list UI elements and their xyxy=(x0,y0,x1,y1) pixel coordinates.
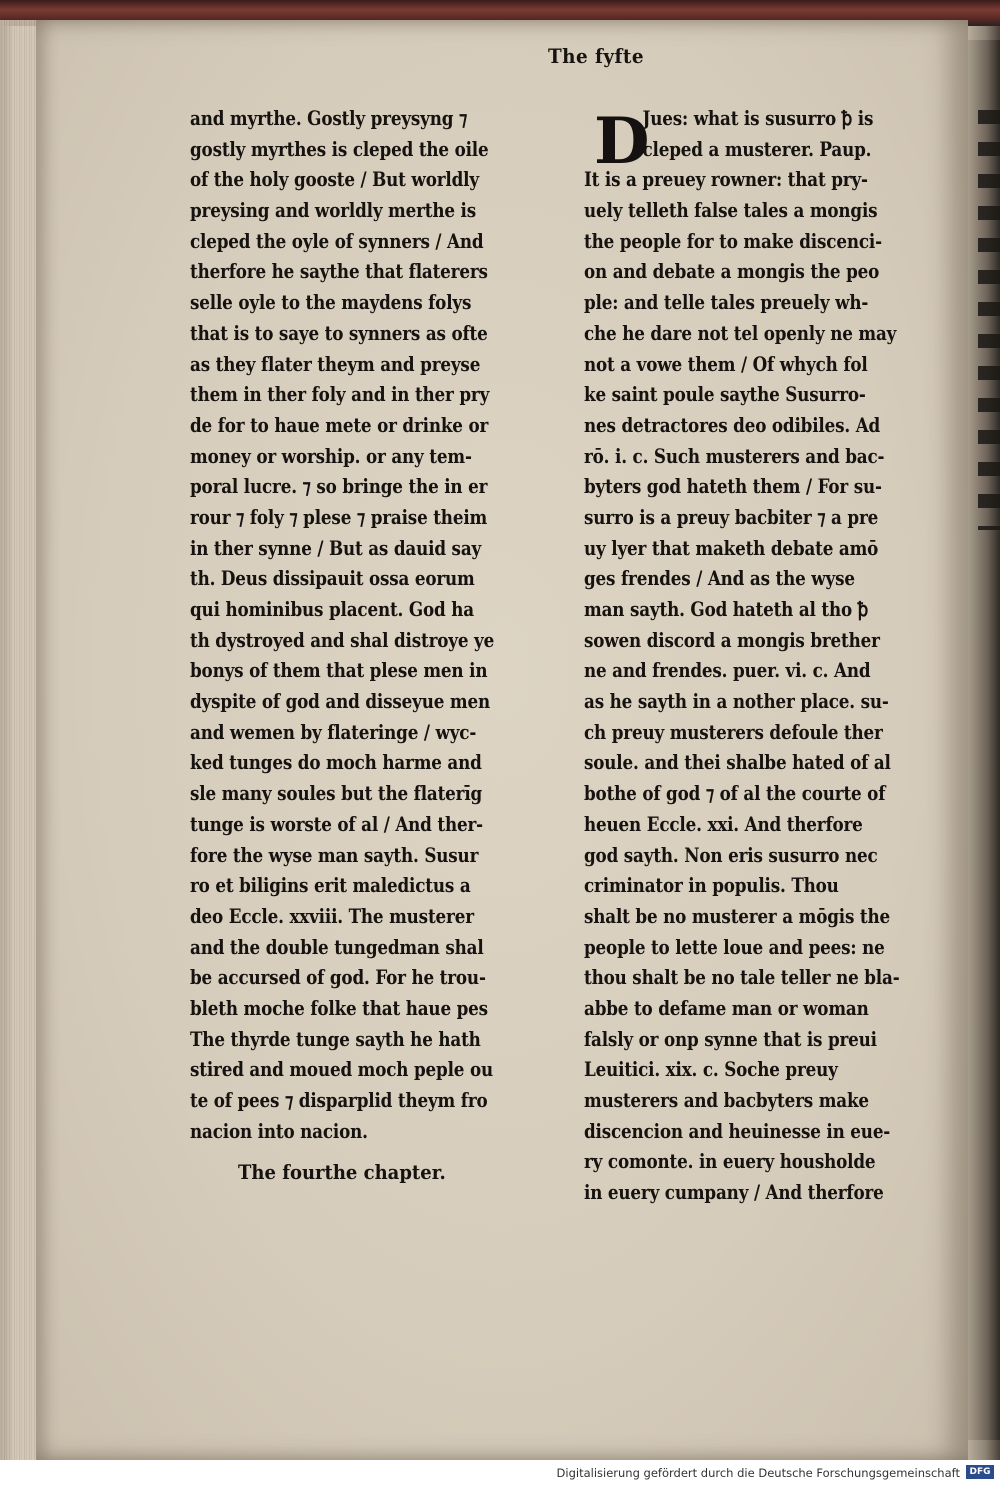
text-line: criminator in populis. Thou xyxy=(584,874,839,898)
text-line: god sayth. Non eris susurro nec xyxy=(584,843,878,867)
text-line: and the double tungedman shal xyxy=(190,935,484,959)
text-line: sowen discord a mongis brether xyxy=(584,628,880,652)
text-line: th. Deus dissipauit ossa eorum xyxy=(190,567,475,591)
text-line: cleped a musterer. Paup. xyxy=(642,137,872,161)
text-line: byters god hateth them / For su- xyxy=(584,475,882,499)
text-line: Leuitici. xix. c. Soche preuy xyxy=(584,1058,838,1082)
dfg-logo-icon: DFG xyxy=(966,1465,994,1479)
text-line: falsly or onp synne that is preui xyxy=(584,1027,877,1051)
text-line: poral lucre. ⁊ so bringe the in er xyxy=(190,475,488,499)
text-line: in ther synne / But as dauid say xyxy=(190,536,482,560)
text-line: man sayth. God hateth al tho ꝥ xyxy=(584,598,869,621)
text-line: people to lette loue and pees: ne xyxy=(584,935,885,959)
running-head: The fyfte xyxy=(548,44,645,68)
drop-cap-initial: D xyxy=(594,104,650,179)
text-line: rō. i. c. Such musterers and bac- xyxy=(584,444,885,468)
text-line: stired and moued moch peple ou xyxy=(190,1058,494,1082)
text-line: that is to saye to synners as ofte xyxy=(190,321,488,345)
text-line: and myrthe. Gostly preysyng ⁊ xyxy=(190,107,468,130)
text-line: them in ther foly and in ther pry xyxy=(190,383,490,407)
text-line: bleth moche folke that haue pes xyxy=(190,996,488,1020)
text-line: It is a preuey rowner: that pry- xyxy=(584,168,868,192)
text-line: tunge is worste of al / And ther- xyxy=(190,812,483,836)
text-line: preysing and worldly merthe is xyxy=(190,199,477,223)
text-line: bothe of god ⁊ of al the courte of xyxy=(584,782,886,806)
text-line: soule. and thei shalbe hated of al xyxy=(584,751,891,775)
text-line: fore the wyse man sayth. Susur xyxy=(190,843,479,867)
text-line: de for to haue mete or drinke or xyxy=(190,413,489,437)
text-line: surro is a preuy bacbiter ⁊ a pre xyxy=(584,505,879,529)
text-line: as he sayth in a nother place. su- xyxy=(584,690,889,714)
text-line: nacion into nacion. xyxy=(190,1119,368,1143)
text-line: ked tunges do moch harme and xyxy=(190,751,482,775)
text-line: ges frendes / And as the wyse xyxy=(584,567,855,591)
text-line: ple: and telle tales preuely wh- xyxy=(584,291,869,315)
text-line: uely telleth false tales a mongis xyxy=(584,199,878,223)
text-line: deo Eccle. xxviii. The musterer xyxy=(190,904,474,928)
text-line: te of pees ⁊ disparplid theym fro xyxy=(190,1089,488,1112)
text-line: ne and frendes. puer. vi. c. And xyxy=(584,659,871,683)
text-line: ch preuy musterers defoule ther xyxy=(584,720,883,744)
text-line: sle many soules but the flaterīg xyxy=(190,782,483,806)
text-line: ro et biligins erit maledictus a xyxy=(190,874,471,898)
text-line: The thyrde tunge sayth he hath xyxy=(190,1027,481,1051)
text-line: selle oyle to the maydens folys xyxy=(190,291,472,315)
text-line: dyspite of god and disseyue men xyxy=(190,690,490,714)
text-line: and wemen by flateringe / wyc- xyxy=(190,720,477,744)
text-line: che he dare not tel openly ne may xyxy=(584,321,897,345)
text-line: be accursed of god. For he trou- xyxy=(190,966,486,990)
text-line: therfore he saythe that flaterers xyxy=(190,260,488,284)
neighbor-page-text xyxy=(978,110,1000,530)
right-text-column xyxy=(584,104,944,1209)
text-line: discencion and heuinesse in eue- xyxy=(584,1119,891,1143)
text-line: ke saint poule saythe Susurro- xyxy=(584,383,866,407)
text-line: abbe to defame man or woman xyxy=(584,996,869,1020)
text-line: in euery cumpany / And therfore xyxy=(584,1181,884,1205)
text-line: heuen Eccle. xxi. And therfore xyxy=(584,812,863,836)
chapter-heading: The fourthe chapter. xyxy=(238,1160,446,1184)
text-line: not a vowe them / Of whych fol xyxy=(584,352,868,376)
text-line: cleped the oyle of synners / And xyxy=(190,229,484,253)
text-line: the people for to make discenci- xyxy=(584,229,882,253)
text-line: as they flater theym and preyse xyxy=(190,352,481,376)
text-line: th dystroyed and shal distroye ye xyxy=(190,628,495,652)
text-line: uy lyer that maketh debate amō xyxy=(584,536,879,560)
text-line: of the holy gooste / But worldly xyxy=(190,168,479,192)
left-text-column xyxy=(190,104,550,1147)
text-line: bonys of them that plese men in xyxy=(190,659,488,683)
text-line: money or worship. or any tem- xyxy=(190,444,472,468)
text-line: gostly myrthes is cleped the oile xyxy=(190,137,489,161)
text-line: shalt be no musterer a mōgis the xyxy=(584,904,890,928)
text-line: musterers and bacbyters make xyxy=(584,1089,869,1112)
funding-credit: Digitalisierung gefördert durch die Deutsche Forschungsgemeinschaft xyxy=(556,1466,960,1480)
text-line: on and debate a mongis the peo xyxy=(584,260,880,284)
text-line: qui hominibus placent. God ha xyxy=(190,598,474,621)
page-edges-left xyxy=(0,20,36,1460)
text-line: rour ⁊ foly ⁊ plese ⁊ praise theim xyxy=(190,505,488,529)
text-line: nes detractores deo odibiles. Ad xyxy=(584,413,881,437)
text-line: thou shalt be no tale teller ne bla- xyxy=(584,966,900,990)
text-line: Jues: what is susurro ꝥ is xyxy=(642,107,874,130)
text-line: ry comonte. in euery housholde xyxy=(584,1150,876,1174)
digitization-footer xyxy=(0,1460,1000,1485)
